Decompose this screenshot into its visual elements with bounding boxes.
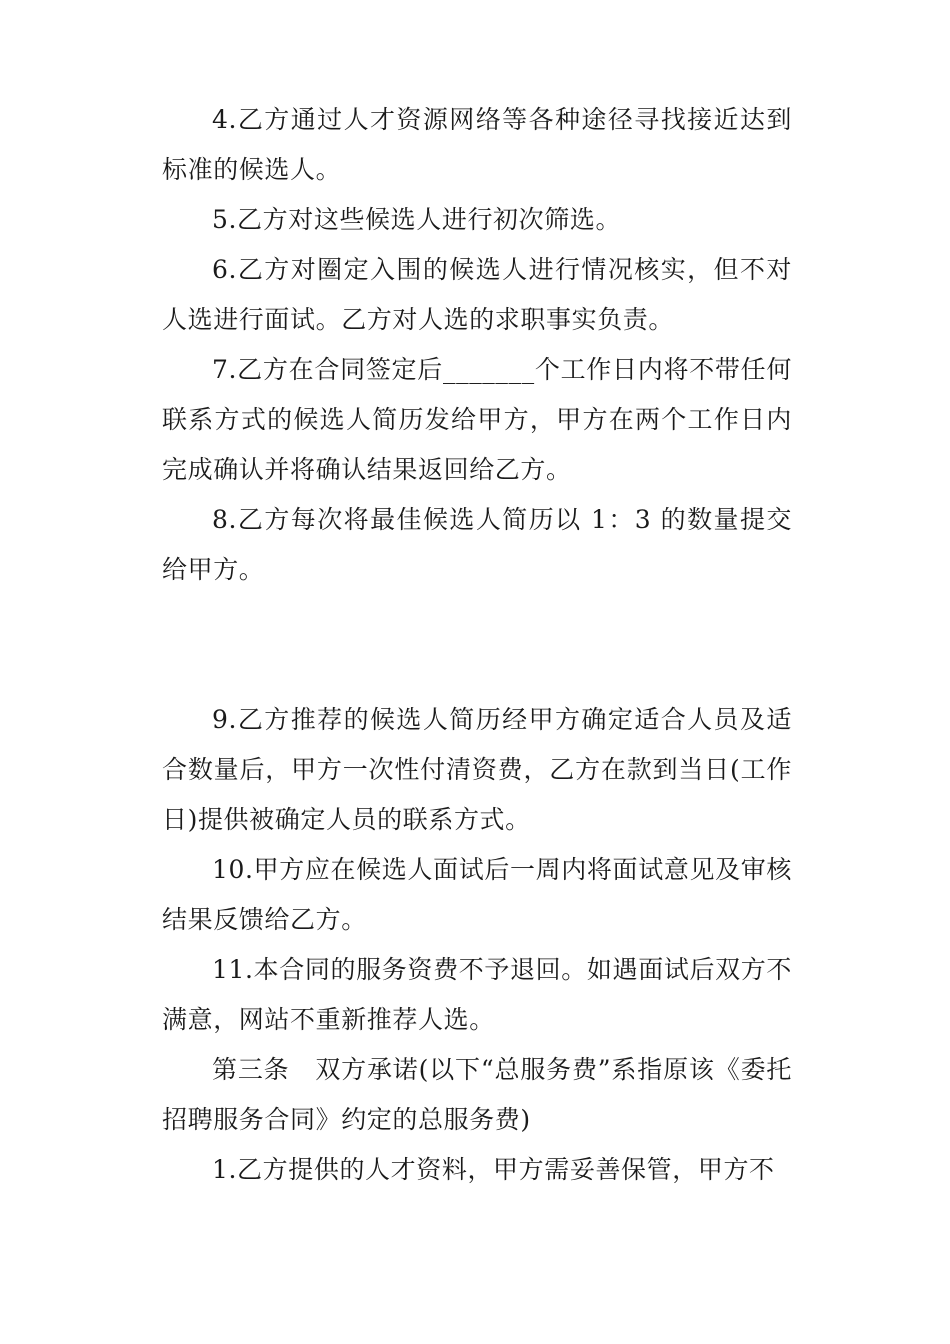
article-three-heading: 第三条 双方承诺(以下“总服务费”系指原该《委托招聘服务合同》约定的总服务费): [162, 1055, 792, 1134]
document-body: [162, 95, 792, 1195]
paragraph-item-11: 11.本合同的服务资费不予退回。如遇面试后双方不满意，网站不重新推荐人选。: [162, 955, 792, 1034]
paragraph-item-10: 10.甲方应在候选人面试后一周内将面试意见及审核结果反馈给乙方。: [162, 855, 792, 934]
paragraph-item-7: 7.乙方在合同签定后_______个工作日内将不带任何联系方式的候选人简历发给甲方，甲方在两个工作日内完成确认并将确认结果返回给乙方。: [162, 355, 792, 484]
paragraph-item-4: 4.乙方通过人才资源网络等各种途径寻找接近达到标准的候选人。: [162, 105, 792, 184]
paragraph-item-6: 6.乙方对圈定入围的候选人进行情况核实，但不对人选进行面试。乙方对人选的求职事实负责。: [162, 255, 792, 334]
paragraph-item-9: 9.乙方推荐的候选人简历经甲方确定适合人员及适合数量后，甲方一次性付清资费，乙方在款到当日(工作日)提供被确定人员的联系方式。: [162, 705, 792, 834]
paragraph-item-5: 5.乙方对这些候选人进行初次筛选。: [212, 205, 622, 234]
paragraph-spacer: [162, 595, 792, 695]
paragraph-item-8: 8.乙方每次将最佳候选人简历以 1：3 的数量提交给甲方。: [162, 505, 792, 584]
paragraph-item-1-partial: 1.乙方提供的人才资料，甲方需妥善保管，甲方不: [212, 1155, 775, 1184]
